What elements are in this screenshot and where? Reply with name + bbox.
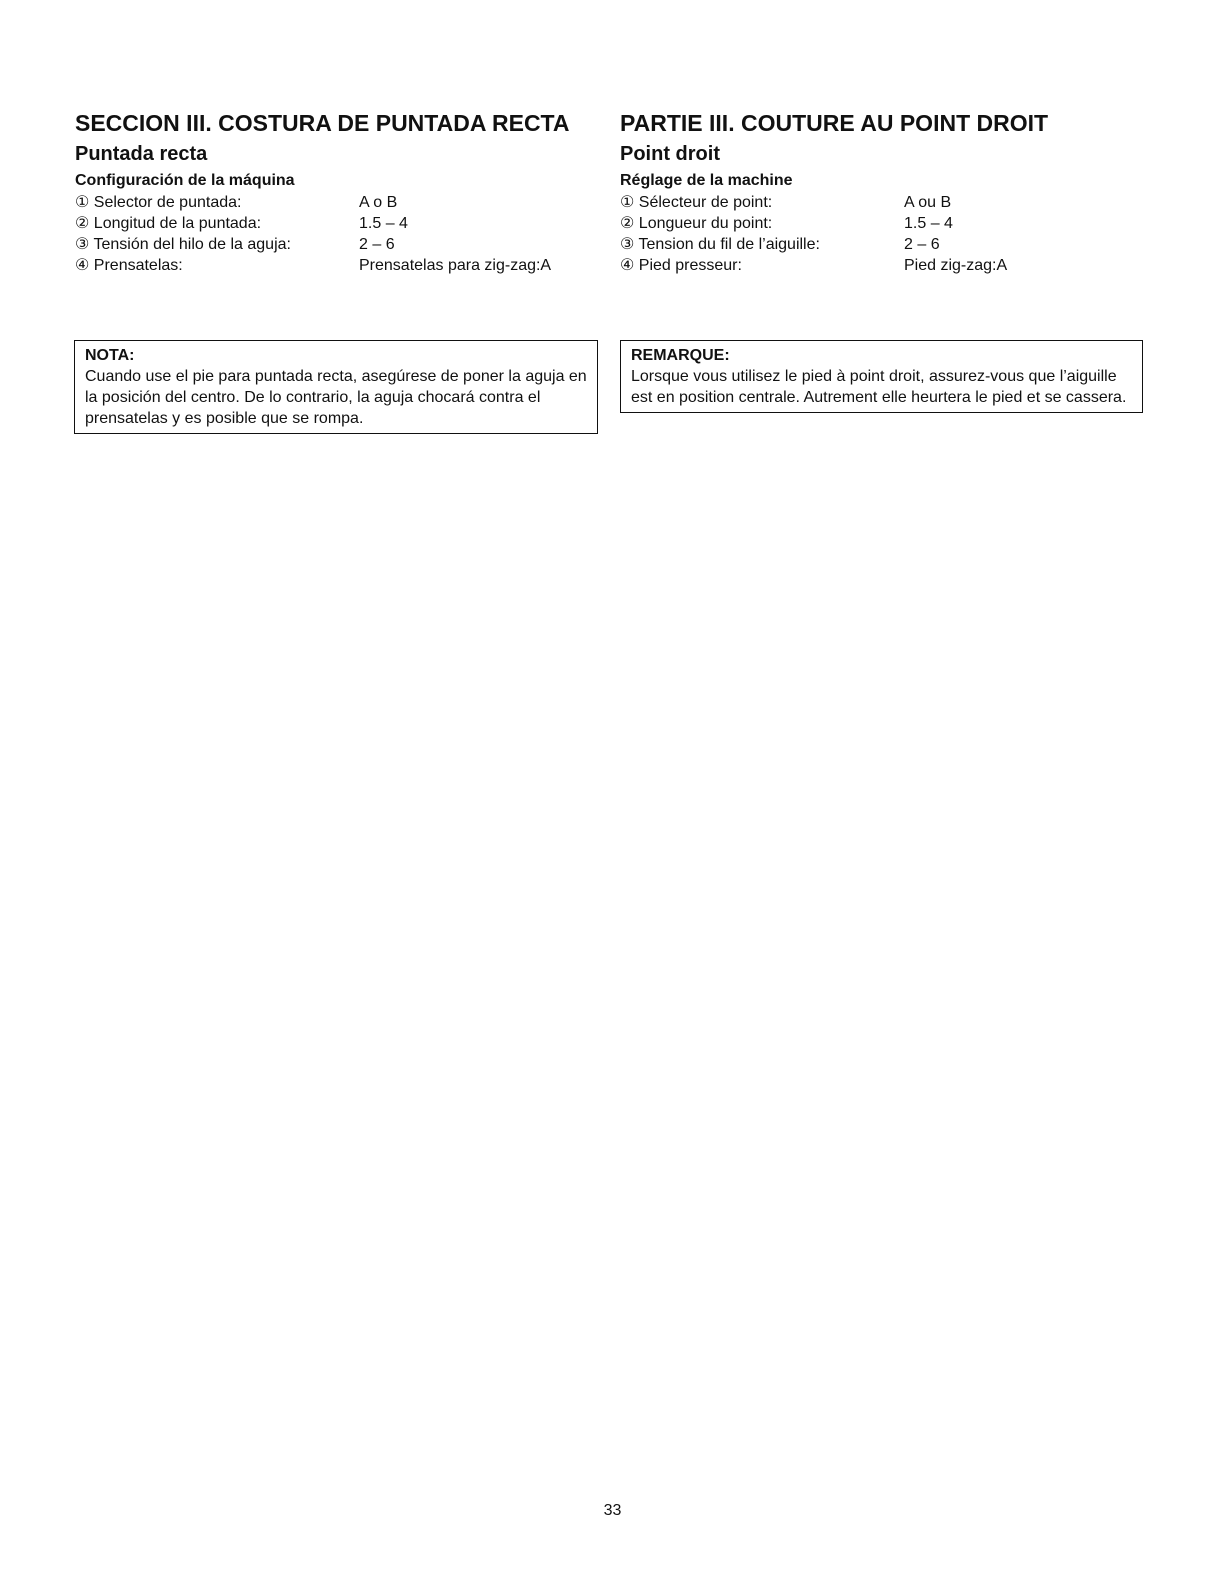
fr-section-title: PARTIE III. COUTURE AU POINT DROIT <box>620 110 1049 136</box>
es-note-text: Cuando use el pie para puntada recta, asegúrese de poner la aguja en la posición del centro. De lo contrario, la aguja chocará contra el prensatelas y es posible que se rompa. <box>85 368 587 427</box>
settings-row <box>75 213 595 234</box>
settings-row <box>75 234 595 255</box>
settings-row <box>75 255 595 276</box>
fr-subtitle: Point droit <box>620 143 720 165</box>
settings-row <box>620 192 1140 213</box>
settings-row <box>75 192 595 213</box>
setting-key: ④ Prensatelas: <box>75 257 183 274</box>
setting-key: ① Selector de puntada: <box>75 194 242 211</box>
setting-value: A ou B <box>904 194 952 211</box>
setting-value: 1.5 – 4 <box>359 215 408 232</box>
setting-value: Pied zig-zag:A <box>904 257 1008 274</box>
setting-key: ④ Pied presseur: <box>620 257 742 274</box>
fr-note-text: Lorsque vous utilisez le pied à point droit, assurez-vous que l’aiguille est en position centrale. Autrement elle heurtera le pied et se cassera. <box>631 368 1127 406</box>
page-number: 33 <box>603 1502 622 1519</box>
es-subtitle: Puntada recta <box>75 143 208 165</box>
spanish-column <box>75 110 595 276</box>
es-note-box <box>74 340 598 434</box>
setting-key: ③ Tensión del hilo de la aguja: <box>75 236 291 253</box>
setting-key: ③ Tension du fil de l’aiguille: <box>620 236 820 253</box>
french-column <box>620 110 1140 276</box>
setting-key: ② Longueur du point: <box>620 215 773 232</box>
es-config-heading: Configuración de la máquina <box>75 172 295 189</box>
fr-config-heading: Réglage de la machine <box>620 172 793 189</box>
fr-note-box <box>620 340 1143 413</box>
es-note-label: NOTA: <box>85 347 135 364</box>
setting-value: 2 – 6 <box>904 236 940 253</box>
settings-row <box>620 255 1140 276</box>
setting-key: ② Longitud de la puntada: <box>75 215 262 232</box>
setting-key: ① Sélecteur de point: <box>620 194 773 211</box>
fr-note-label: REMARQUE: <box>631 347 730 364</box>
settings-row <box>620 234 1140 255</box>
settings-row <box>620 213 1140 234</box>
setting-value: A o B <box>359 194 398 211</box>
setting-value: 1.5 – 4 <box>904 215 953 232</box>
setting-value: Prensatelas para zig-zag:A <box>359 257 552 274</box>
es-section-title: SECCION III. COSTURA DE PUNTADA RECTA <box>75 110 570 136</box>
setting-value: 2 – 6 <box>359 236 395 253</box>
